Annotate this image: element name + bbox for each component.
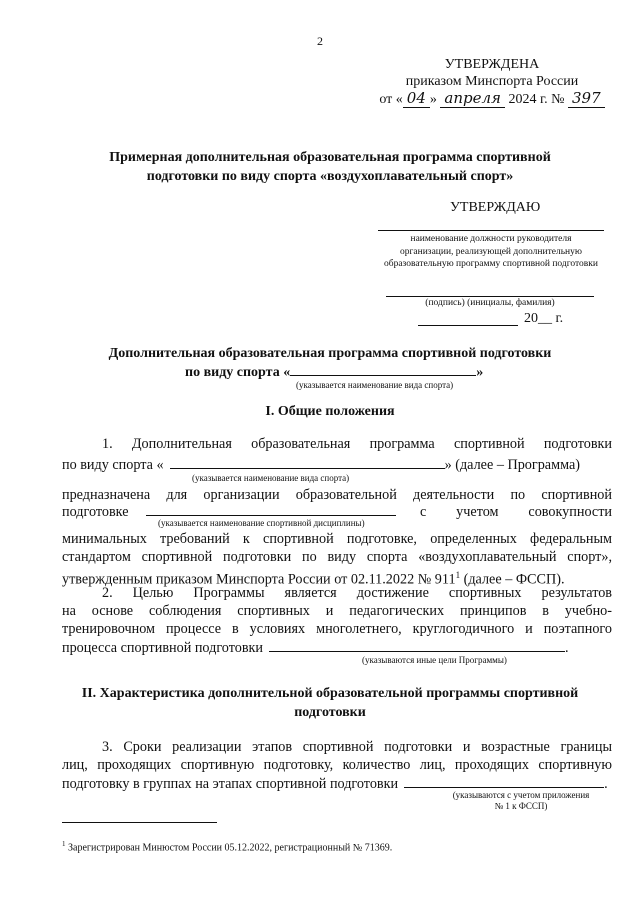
- p1-line-b: [62, 455, 612, 474]
- p1-d-prefix: подготовке: [62, 504, 129, 520]
- p3-line-a: 3. Сроки реализации этапов спортивной подготовки и возрастные границы: [102, 739, 612, 755]
- p2-line-a: 2. Целью Программы является достижение спортивных результатов: [102, 585, 612, 601]
- section2-heading-line2: подготовки: [294, 705, 366, 720]
- sport-name-blank-2: [170, 455, 445, 469]
- section1-heading: I. Общие положения: [265, 404, 395, 419]
- p3-caption-line1: (указываются с учетом приложения: [452, 790, 590, 800]
- p2-d-text: процесса спортивной подготовки: [62, 640, 264, 656]
- date-line: [418, 325, 518, 326]
- p1-line-f: стандартом спортивной подготовки по виду спорта «воздухоплавательный спорт»,: [62, 549, 612, 565]
- p1-caption2: (указывается наименование спортивной дисциплины): [158, 518, 365, 528]
- handwritten-day: 04: [403, 90, 430, 108]
- document-title-line2: подготовки по виду спорта «воздухоплавательный спорт»: [146, 169, 514, 184]
- footnote-separator: [62, 822, 217, 823]
- p1-d-suffix: с учетом совокупности: [420, 504, 612, 520]
- p1-prefix: по виду спорта «: [62, 457, 164, 473]
- approve-heading: УТВЕРЖДАЮ: [450, 200, 541, 215]
- goals-blank: [269, 638, 565, 652]
- ages-blank: [404, 774, 604, 788]
- position-line: [378, 230, 604, 231]
- p1-g-tail: (далее – ФССП).: [460, 571, 565, 588]
- approval-year: 2024 г. №: [508, 92, 565, 107]
- approval-heading: УТВЕРЖДЕНА: [444, 57, 540, 72]
- program-title-line1: Дополнительная образовательная программа спортивной подготовки: [108, 346, 552, 361]
- signature-caption: (подпись) (инициалы, фамилия): [425, 298, 555, 308]
- handwritten-month: апреля: [440, 90, 505, 108]
- approval-order: приказом Минспорта России: [405, 74, 579, 89]
- p3-line-b: лиц, проходящих спортивную подготовку, количество лиц, проходящих спортивную: [62, 757, 612, 773]
- program-title-prefix: по виду спорта «: [185, 365, 291, 380]
- footnote: [62, 840, 392, 853]
- p1-g-text: утвержденным приказом Минспорта России от 02.11.2022 № 911: [62, 571, 456, 588]
- signature-line: [386, 296, 594, 297]
- p2-line-b: на основе соблюдения спортивных и педагогических принципов в учебно-: [62, 603, 612, 619]
- p2-line-c: тренировочном процессе в условиях многолетнего, круглогодичного и поэтапного: [62, 621, 612, 637]
- position-caption: [360, 233, 622, 271]
- caption-line: организации, реализующей дополнительную: [400, 246, 582, 257]
- discipline-blank: [146, 515, 396, 516]
- section2-heading: [50, 684, 610, 722]
- p3-caption: [428, 790, 614, 812]
- footnote-mark: 1: [62, 840, 66, 848]
- p1-line-c: предназначена для организации образовательной деятельности по спортивной: [62, 487, 612, 503]
- p1-line-e: минимальных требований к спортивной подготовке, определенных федеральным: [62, 531, 612, 547]
- footnote-text: Зарегистрирован Минюстом России 05.12.2022, регистрационный № 71369.: [65, 842, 393, 854]
- sport-name-blank: [290, 362, 476, 376]
- approval-quote: »: [429, 92, 437, 107]
- approval-block: [372, 56, 612, 108]
- caption-line: образовательную программу спортивной подготовки: [383, 259, 598, 269]
- p2-line-d: [62, 638, 612, 657]
- p3-caption-line2: № 1 к ФССП): [494, 801, 548, 811]
- p3-c-tail: .: [604, 776, 608, 792]
- program-title-suffix: »: [476, 365, 484, 380]
- caption-line: наименование должности руководителя: [410, 234, 572, 244]
- p2-caption: (указываются иные цели Программы): [362, 655, 507, 665]
- p3-c-text: подготовку в группах на этапах спортивной подготовки: [62, 776, 399, 792]
- sport-caption: (указывается наименование вида спорта): [296, 380, 454, 390]
- p1-line-a: 1. Дополнительная образовательная программа спортивной подготовки: [102, 436, 612, 452]
- approval-date-line: [372, 90, 612, 108]
- p2-d-tail: .: [565, 640, 569, 656]
- approval-prefix: от «: [379, 92, 403, 107]
- date-tail: 20__ г.: [524, 311, 564, 326]
- document-title: [60, 148, 600, 186]
- p1-caption1: (указывается наименование вида спорта): [192, 473, 350, 483]
- p1-suffix: » (далее – Программа): [444, 457, 580, 473]
- footnote-ref: 1: [455, 570, 461, 580]
- section2-heading-line1: II. Характеристика дополнительной образовательной программы спортивной: [81, 686, 579, 701]
- document-title-line1: Примерная дополнительная образовательная программа спортивной: [109, 150, 551, 165]
- handwritten-number: 397: [568, 90, 605, 108]
- program-title-line2: [185, 362, 483, 381]
- page-number: 2: [317, 34, 323, 48]
